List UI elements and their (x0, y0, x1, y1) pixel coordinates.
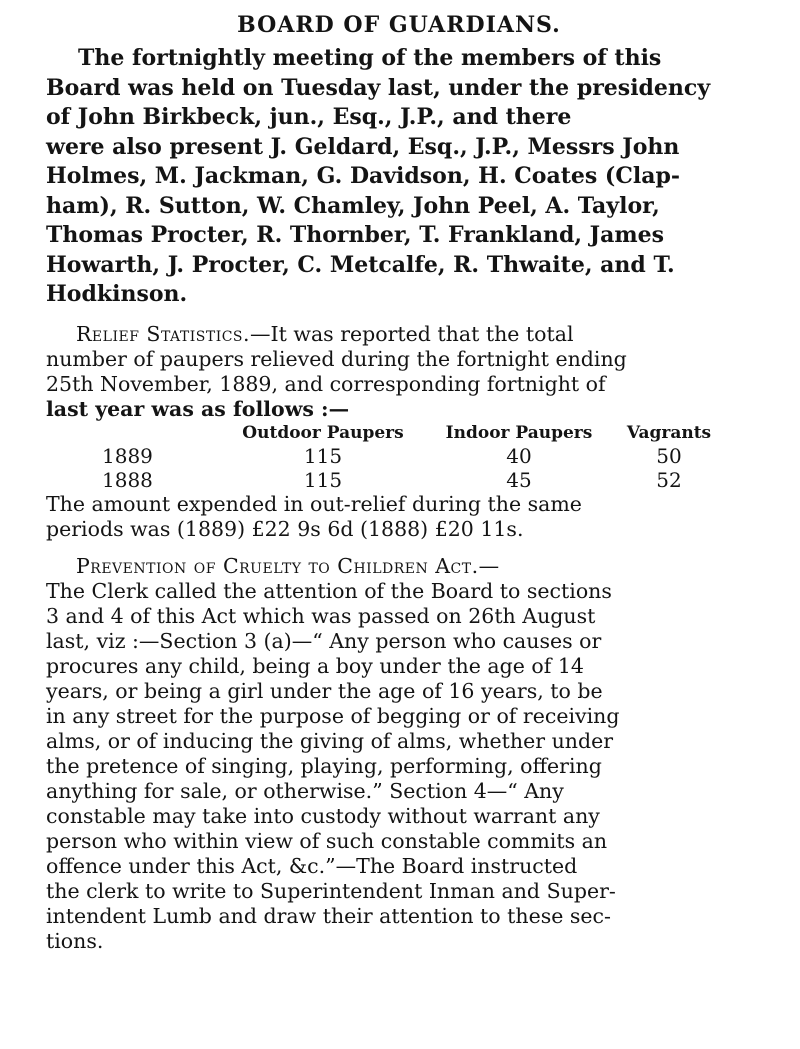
intro-line: Thomas Procter, R. Thornber, T. Frankland, James (46, 222, 665, 248)
intro-line: Board was held on Tuesday last, under the presidency (46, 74, 711, 101)
relief-line: The amount expended in out-relief during the same (46, 491, 582, 516)
cruelty-line: years, or being a girl under the age of 16 years, to be (46, 678, 603, 703)
cruelty-line: the pretence of singing, playing, performing, offering (46, 753, 602, 778)
cruelty-line: procures any child, being a boy under the age of 14 (46, 653, 584, 678)
outdoor-cell: 115 (303, 443, 343, 468)
intro-line: Holmes, M. Jackman, G. Davidson, H. Coates (Clap- (46, 163, 680, 189)
cruelty-line: last, viz :—Section 3 (a)—“ Any person who causes or (46, 628, 602, 653)
year-cell: 1888 (102, 467, 153, 492)
cruelty-line: alms, or of inducing the giving of alms, whether under (46, 728, 614, 753)
relief-heading: Relief Statistics. (76, 321, 251, 346)
outdoor-cell: 115 (303, 467, 343, 492)
relief-line: Relief Statistics.—It was reported that the total (76, 321, 574, 346)
cruelty-line: anything for sale, or otherwise.” Section 4—“ Any (46, 778, 564, 803)
cruelty-line: in any street for the purpose of begging or of receiving (46, 703, 620, 728)
vagrants-cell: 50 (656, 443, 682, 468)
intro-line: Hodkinson. (46, 281, 188, 307)
indoor-cell: 45 (506, 467, 532, 492)
year-cell: 1889 (102, 443, 153, 468)
table-header-row (46, 422, 728, 444)
headline: BOARD OF GUARDIANS. (237, 12, 561, 38)
column-header: Indoor Paupers (445, 422, 593, 443)
cruelty-line: The Clerk called the attention of the Board to sections (46, 578, 612, 603)
relief-line: 25th November, 1889, and corresponding fortnight of (46, 371, 606, 396)
cruelty-heading: Prevention of Cruelty to Children Act. (76, 553, 479, 578)
relief-line: number of paupers relieved during the fortnight ending (46, 346, 627, 371)
cruelty-line: Prevention of Cruelty to Children Act.— (76, 553, 500, 578)
intro-line: The fortnightly meeting of the members of this (78, 45, 662, 71)
cruelty-line: constable may take into custody without warrant any (46, 803, 600, 828)
column-header (46, 422, 218, 444)
cruelty-act-section (46, 554, 752, 954)
indoor-cell: 40 (506, 443, 532, 468)
relief-line: periods was (1889) £22 9s 6d (1888) £20 11s. (46, 516, 524, 541)
cruelty-line: tions. (46, 928, 104, 953)
relief-line: last year was as follows :— (46, 396, 350, 421)
cruelty-line: 3 and 4 of this Act which was passed on 26th August (46, 603, 596, 628)
relief-statistics-table (46, 422, 728, 492)
cruelty-line: intendent Lumb and draw their attention to these sec- (46, 903, 611, 928)
cruelty-line: offence under this Act, &c.”—The Board instructed (46, 853, 578, 878)
intro-line: of John Birkbeck, jun., Esq., J.P., and there (46, 104, 572, 130)
relief-statistics-section (46, 322, 752, 542)
intro-line: Howarth, J. Procter, C. Metcalfe, R. Thwaite, and T. (46, 251, 675, 278)
cruelty-line: person who within view of such constable commits an (46, 828, 608, 853)
intro-line: were also present J. Geldard, Esq., J.P., Messrs John (46, 133, 680, 160)
column-header: Outdoor Paupers (242, 422, 404, 443)
intro-paragraph (46, 44, 752, 310)
intro-line: ham), R. Sutton, W. Chamley, John Peel, A. Taylor, (46, 192, 660, 219)
column-header: Vagrants (626, 422, 712, 443)
cruelty-line: the clerk to write to Superintendent Inman and Super- (46, 878, 616, 903)
vagrants-cell: 52 (656, 467, 682, 492)
table-row (46, 444, 728, 468)
table-row (46, 468, 728, 492)
